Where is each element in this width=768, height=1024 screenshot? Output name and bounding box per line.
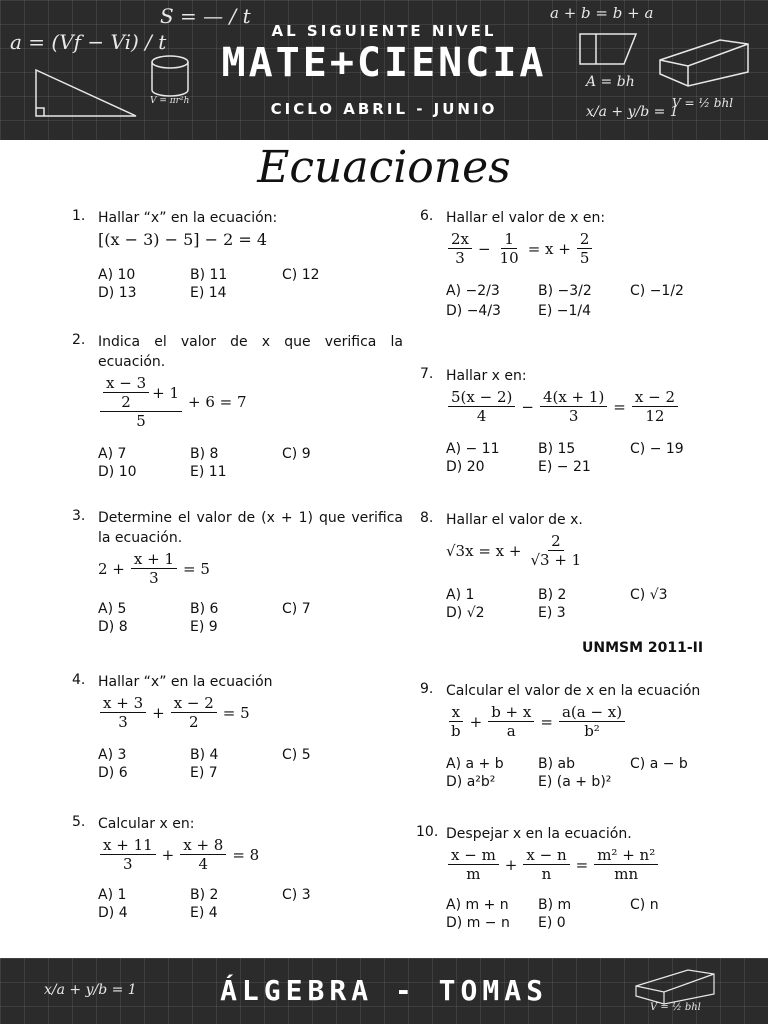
problem-4 bbox=[72, 672, 403, 781]
problem-statement: Despejar x en la ecuación. bbox=[446, 826, 632, 842]
denominator: 4 bbox=[476, 407, 487, 425]
problem-number: 7. bbox=[420, 366, 434, 382]
option-e[interactable]: E) 7 bbox=[190, 765, 218, 781]
equation-rest: + 6 = 7 bbox=[188, 393, 247, 411]
answer-options bbox=[446, 897, 751, 931]
equation bbox=[98, 694, 403, 731]
source-label: UNMSM 2011-II bbox=[582, 640, 704, 656]
option-a[interactable]: A) 7 bbox=[98, 446, 127, 462]
header-cycle: CICLO ABRIL - JUNIO bbox=[270, 100, 498, 118]
operator: + bbox=[469, 712, 483, 731]
problem-statement: Indica el valor de x que verifica la ecuación. bbox=[98, 334, 403, 370]
inner-numerator: x − 3 bbox=[103, 374, 149, 393]
problem-number: 3. bbox=[72, 508, 86, 524]
option-e[interactable]: E) 14 bbox=[190, 285, 227, 301]
denominator: 3 bbox=[455, 249, 465, 267]
option-a[interactable]: A) −2/3 bbox=[446, 283, 500, 299]
denominator: 4 bbox=[198, 855, 209, 873]
problem-number: 4. bbox=[72, 672, 86, 688]
option-d[interactable]: D) √2 bbox=[446, 605, 485, 621]
chalk-velocity-formula: a = (Vf − Vi) / t bbox=[10, 30, 167, 54]
denominator: 10 bbox=[499, 249, 519, 267]
header-banner bbox=[0, 0, 768, 140]
equation-middle: = x + bbox=[527, 239, 571, 258]
problem-number: 10. bbox=[416, 824, 439, 840]
denominator: 2 bbox=[188, 713, 199, 731]
option-a[interactable]: A) a + b bbox=[446, 756, 504, 772]
option-d[interactable]: D) 6 bbox=[98, 765, 128, 781]
problem-statement: Hallar x en: bbox=[446, 368, 527, 384]
equation-rest: = 5 bbox=[222, 703, 250, 722]
numerator: 1 bbox=[501, 230, 517, 249]
option-c[interactable]: C) √3 bbox=[630, 587, 668, 603]
numerator: b + x bbox=[488, 703, 534, 722]
problem-7 bbox=[420, 366, 751, 475]
option-e[interactable]: E) 9 bbox=[190, 619, 218, 635]
numerator: a(a − x) bbox=[559, 703, 625, 722]
denominator: b² bbox=[584, 722, 600, 740]
header-tagline: AL SIGUIENTE NIVEL bbox=[271, 22, 497, 40]
option-b[interactable]: B) 2 bbox=[190, 887, 219, 903]
problem-statement: Hallar el valor de x. bbox=[446, 512, 583, 528]
problem-statement: Calcular x en: bbox=[98, 816, 195, 832]
answer-options bbox=[446, 441, 751, 475]
problem-number: 8. bbox=[420, 510, 434, 526]
denominator: mn bbox=[614, 865, 639, 883]
chalk-line-formula: x/a + y/b = 1 bbox=[44, 982, 137, 998]
option-b[interactable]: B) 8 bbox=[190, 446, 219, 462]
option-d[interactable]: D) 13 bbox=[98, 285, 137, 301]
operator: + bbox=[152, 703, 165, 722]
denominator: 3 bbox=[568, 407, 579, 425]
equation bbox=[98, 550, 403, 587]
option-b[interactable]: B) ab bbox=[538, 756, 575, 772]
denominator: √3 + 1 bbox=[530, 551, 582, 569]
answer-options bbox=[98, 267, 403, 301]
problem-9 bbox=[420, 681, 751, 790]
numerator: 2 bbox=[548, 532, 564, 551]
numerator: x + 1 bbox=[131, 550, 177, 569]
denominator: b bbox=[451, 722, 461, 740]
equation bbox=[98, 836, 403, 873]
problem-5 bbox=[72, 814, 403, 921]
inner-denominator: 2 bbox=[121, 393, 131, 411]
problem-statement: Hallar “x” en la ecuación bbox=[98, 674, 273, 690]
problem-statement: Hallar “x” en la ecuación: bbox=[98, 210, 278, 226]
option-d[interactable]: D) −4/3 bbox=[446, 303, 501, 319]
operator: + bbox=[504, 855, 518, 874]
option-a[interactable]: A) 1 bbox=[446, 587, 475, 603]
option-a[interactable]: A) 5 bbox=[98, 601, 127, 617]
chalk-area-formula: A = bh bbox=[586, 74, 635, 90]
option-c[interactable]: C) 9 bbox=[282, 446, 311, 462]
denominator: 5 bbox=[579, 249, 590, 267]
equation: [(x − 3) − 5] − 2 = 4 bbox=[98, 230, 268, 249]
chalk-volume-formula: V = ½ bhl bbox=[650, 1002, 701, 1013]
problem-1 bbox=[72, 208, 403, 301]
option-b[interactable]: B) m bbox=[538, 897, 572, 913]
problem-number: 2. bbox=[72, 332, 86, 348]
problem-number: 5. bbox=[72, 814, 86, 830]
denominator: a bbox=[506, 722, 516, 740]
operator: − bbox=[521, 397, 534, 416]
numerator: m² + n² bbox=[594, 846, 658, 865]
equation-rest: = 8 bbox=[232, 845, 260, 864]
option-b[interactable]: B) −3/2 bbox=[538, 283, 592, 299]
option-d[interactable]: D) 8 bbox=[98, 619, 128, 635]
option-e[interactable]: E) 11 bbox=[190, 464, 227, 480]
numerator: 5(x − 2) bbox=[448, 388, 515, 407]
option-b[interactable]: B) 11 bbox=[190, 267, 228, 283]
problem-statement: Calcular el valor de x en la ecuación bbox=[446, 683, 701, 699]
page-title: Ecuaciones bbox=[257, 142, 511, 193]
option-a[interactable]: A) 1 bbox=[98, 887, 127, 903]
equation bbox=[446, 388, 751, 425]
option-e[interactable]: E) 4 bbox=[190, 905, 218, 921]
denominator: 3 bbox=[149, 569, 159, 587]
equation-rest: = 5 bbox=[183, 559, 210, 578]
problem-statement: Determine el valor de (x + 1) que verifica la ecuación. bbox=[98, 510, 403, 546]
equation bbox=[446, 230, 751, 267]
option-c[interactable]: C) − 19 bbox=[630, 441, 684, 457]
answer-options bbox=[446, 756, 751, 790]
answer-options bbox=[446, 283, 751, 319]
problem-8 bbox=[420, 510, 751, 621]
option-e[interactable]: E) 3 bbox=[538, 605, 566, 621]
option-d[interactable]: D) a²b² bbox=[446, 774, 496, 790]
equation bbox=[98, 374, 403, 430]
equals-sign: = bbox=[575, 855, 589, 874]
answer-options bbox=[446, 587, 751, 621]
header-brand: MATE+CIENCIA bbox=[221, 40, 547, 86]
option-c[interactable]: C) 5 bbox=[282, 747, 311, 763]
option-d[interactable]: D) 10 bbox=[98, 464, 137, 480]
chalk-line-formula: x/a + y/b = 1 bbox=[586, 104, 679, 120]
numerator: x + 3 bbox=[100, 694, 146, 713]
answer-options bbox=[98, 446, 403, 480]
denominator: 12 bbox=[645, 407, 665, 425]
option-c[interactable]: C) 7 bbox=[282, 601, 311, 617]
option-b[interactable]: B) 4 bbox=[190, 747, 219, 763]
problem-3 bbox=[72, 508, 403, 635]
operator: + bbox=[161, 845, 175, 864]
option-b[interactable]: B) 15 bbox=[538, 441, 576, 457]
problem-2 bbox=[72, 332, 403, 480]
option-a[interactable]: A) 10 bbox=[98, 267, 136, 283]
chalk-volume-formula: V = ½ bhl bbox=[672, 96, 734, 110]
plus-one: + 1 bbox=[152, 383, 179, 402]
numerator: x + 8 bbox=[180, 836, 226, 855]
equation bbox=[446, 703, 751, 740]
option-d[interactable]: D) m − n bbox=[446, 915, 510, 931]
problem-statement: Hallar el valor de x en: bbox=[446, 210, 606, 226]
chalk-commutative-formula: a + b = b + a bbox=[550, 4, 654, 22]
option-c[interactable]: C) 12 bbox=[282, 267, 320, 283]
answer-options bbox=[98, 887, 403, 921]
footer-banner bbox=[0, 958, 768, 1024]
option-a[interactable]: A) − 11 bbox=[446, 441, 500, 457]
option-e[interactable]: E) − 21 bbox=[538, 459, 591, 475]
numerator: 4(x + 1) bbox=[540, 388, 607, 407]
option-d[interactable]: D) 20 bbox=[446, 459, 485, 475]
numerator: x − m bbox=[448, 846, 499, 865]
problem-number: 9. bbox=[420, 681, 434, 697]
problem-number: 1. bbox=[72, 208, 86, 224]
equation bbox=[446, 532, 751, 569]
equals-sign: = bbox=[613, 397, 626, 416]
numerator: x + 11 bbox=[100, 836, 156, 855]
option-a[interactable]: A) m + n bbox=[446, 897, 509, 913]
option-e[interactable]: E) −1/4 bbox=[538, 303, 592, 319]
equals-sign: = bbox=[540, 712, 553, 731]
option-c[interactable]: C) n bbox=[630, 897, 659, 913]
option-e[interactable]: E) (a + b)² bbox=[538, 774, 612, 790]
option-b[interactable]: B) 6 bbox=[190, 601, 219, 617]
chalk-cylinder-formula: V = πr²h bbox=[150, 96, 190, 106]
numerator: 2x bbox=[448, 230, 472, 249]
chalk-s-formula: S = — / t bbox=[160, 4, 251, 28]
answer-options bbox=[98, 747, 403, 781]
option-b[interactable]: B) 2 bbox=[538, 587, 567, 603]
footer-title: ÁLGEBRA - TOMAS bbox=[220, 974, 548, 1007]
option-c[interactable]: C) a − b bbox=[630, 756, 688, 772]
problem-10 bbox=[416, 824, 751, 931]
denominator: 3 bbox=[118, 713, 128, 731]
denominator: n bbox=[541, 865, 552, 883]
numerator: x bbox=[449, 703, 463, 722]
equation-lead: √3x = x + bbox=[446, 541, 522, 560]
option-d[interactable]: D) 4 bbox=[98, 905, 128, 921]
numerator: x − n bbox=[523, 846, 569, 865]
numerator: 2 bbox=[577, 230, 593, 249]
numerator: x − 2 bbox=[171, 694, 217, 713]
problem-number: 6. bbox=[420, 208, 434, 224]
option-c[interactable]: C) −1/2 bbox=[630, 283, 684, 299]
option-c[interactable]: C) 3 bbox=[282, 887, 311, 903]
problem-6 bbox=[420, 208, 751, 319]
denominator: m bbox=[466, 865, 481, 883]
equation-lead: 2 + bbox=[98, 559, 125, 578]
answer-options bbox=[98, 601, 403, 635]
outer-denominator: 5 bbox=[136, 412, 146, 430]
option-a[interactable]: A) 3 bbox=[98, 747, 127, 763]
option-e[interactable]: E) 0 bbox=[538, 915, 566, 931]
operator: − bbox=[478, 239, 491, 258]
denominator: 3 bbox=[123, 855, 133, 873]
numerator: x − 2 bbox=[632, 388, 678, 407]
equation bbox=[446, 846, 751, 883]
